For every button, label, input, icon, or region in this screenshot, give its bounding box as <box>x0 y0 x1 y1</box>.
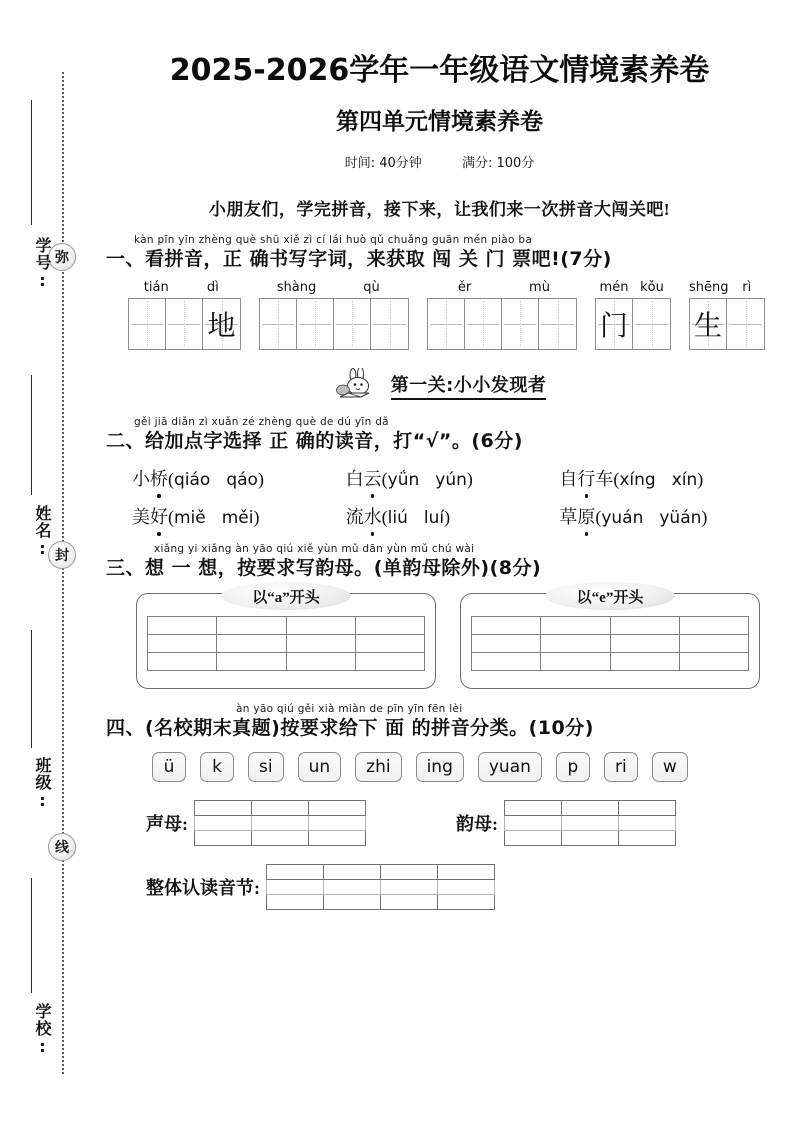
q1-group-pinyin <box>259 280 409 295</box>
q4-answer-row <box>146 800 366 846</box>
grid-cell[interactable] <box>505 815 562 830</box>
grid-cell[interactable] <box>562 830 619 845</box>
seal-badge-xian: 线 <box>48 833 76 861</box>
q2-paren-close: ) <box>697 468 704 489</box>
q1-group-pinyin <box>689 280 765 295</box>
grid-cell[interactable] <box>355 653 424 671</box>
q1-writing-boxes[interactable] <box>595 298 671 350</box>
q4-pinyin-chip[interactable]: ri <box>604 752 638 782</box>
q2-word-prefix: 小 <box>132 468 150 489</box>
grid-row <box>148 635 425 653</box>
grid-cell[interactable] <box>610 653 679 671</box>
q2-dotted-character: 水 <box>364 503 382 529</box>
q4-pinyin-chip[interactable]: w <box>652 752 688 782</box>
grid-row <box>267 879 495 894</box>
grid-cell[interactable] <box>217 635 286 653</box>
q3-panel-label: 以“a”开头 <box>221 582 351 610</box>
q2-paren-close: ) <box>466 468 473 489</box>
grid-cell[interactable] <box>267 894 324 909</box>
q1-group-pinyin <box>128 280 241 295</box>
q1-pinyin-syllable: dì <box>206 280 219 296</box>
q3-answer-grid[interactable] <box>147 616 425 671</box>
grid-cell[interactable] <box>217 617 286 635</box>
grid-cell[interactable] <box>505 800 562 815</box>
time-limit: 时间: 40分钟 <box>344 156 422 171</box>
rabbit-reading-icon <box>333 368 387 402</box>
grid-row <box>505 815 676 830</box>
grid-row <box>472 653 749 671</box>
q2-paren-close: ) <box>444 506 451 527</box>
q4-pinyin-chip[interactable]: k <box>200 752 234 782</box>
grid-cell[interactable] <box>252 800 309 815</box>
grid-cell[interactable] <box>252 830 309 845</box>
grid-cell[interactable] <box>472 617 541 635</box>
grid-cell[interactable] <box>619 815 676 830</box>
q1-empty-cell[interactable] <box>166 299 203 349</box>
q3-panel-label: 以“e”开头 <box>545 582 675 610</box>
exam-sheet <box>96 0 793 1122</box>
field-label-class: 班级: <box>33 757 52 811</box>
field-rule-school <box>31 878 32 993</box>
question-2 <box>106 416 773 528</box>
q4-pinyin-chip[interactable]: p <box>556 752 590 782</box>
grid-cell[interactable] <box>562 815 619 830</box>
grid-cell[interactable] <box>619 830 676 845</box>
page-subtitle: 第四单元情境素养卷 <box>336 109 543 135</box>
q2-choice-item[interactable] <box>559 465 773 491</box>
q2-option-a[interactable]: miě <box>174 507 206 528</box>
grid-cell[interactable] <box>324 879 381 894</box>
q2-dotted-character: 云 <box>364 465 382 491</box>
grid-cell[interactable] <box>541 617 610 635</box>
question-3 <box>106 543 773 689</box>
grid-cell[interactable] <box>355 617 424 635</box>
q4-answers-top <box>106 782 773 846</box>
grid-cell[interactable] <box>148 653 217 671</box>
field-label-school: 学校: <box>33 1003 52 1057</box>
grid-row <box>148 617 425 635</box>
q4-chip-row <box>152 752 773 782</box>
grid-cell[interactable] <box>472 653 541 671</box>
q2-word-prefix: 流 <box>345 506 364 527</box>
q2-word-suffix: 车 <box>595 468 614 489</box>
grid-row <box>195 830 366 845</box>
exam-meta <box>106 152 773 171</box>
q3-answer-panel[interactable] <box>460 589 760 689</box>
q4-answer-grid[interactable] <box>194 800 366 846</box>
grid-cell[interactable] <box>309 830 366 845</box>
q1-pinyin-syllable: tián <box>143 280 169 296</box>
q1-empty-cell[interactable] <box>539 299 576 349</box>
grid-cell[interactable] <box>286 617 355 635</box>
q2-title: 二、给加点字选择 正 确的读音，打“√”。(6分) <box>106 430 523 453</box>
q1-pinyin-syllable: ěr <box>457 280 472 296</box>
q2-paren-open: ( <box>613 468 620 489</box>
grid-cell[interactable] <box>267 864 324 879</box>
q1-word-group <box>689 280 765 350</box>
grid-cell[interactable] <box>148 617 217 635</box>
q2-dotted-character: 行 <box>577 465 595 491</box>
q2-option-b[interactable]: yún <box>435 469 467 490</box>
q1-grid-row <box>128 280 773 350</box>
q1-empty-cell[interactable] <box>129 299 166 349</box>
q2-word-prefix: 白 <box>345 468 364 489</box>
q1-group-pinyin <box>427 280 577 295</box>
q3-answer-grid[interactable] <box>471 616 749 671</box>
q2-paren-close: ) <box>701 506 708 527</box>
intro-text: 小朋友们，学完拼音，接下来，让我们来一次拼音大闯关吧! <box>208 200 671 219</box>
q1-empty-cell[interactable] <box>633 299 670 349</box>
q3-title: 三、想 一 想，按要求写韵母。(单韵母除外)(8分) <box>106 556 542 579</box>
question-4 <box>106 703 773 909</box>
q2-paren-open: ( <box>381 506 388 527</box>
grid-cell[interactable] <box>438 879 495 894</box>
q2-option-b[interactable]: qáo <box>226 469 258 490</box>
q2-option-b[interactable]: yüán <box>659 507 702 528</box>
seal-dotted-line <box>62 72 64 1074</box>
seal-badge-feng: 封 <box>48 541 76 569</box>
q1-writing-boxes[interactable] <box>259 298 409 350</box>
q1-word-group <box>427 280 577 350</box>
q2-word-prefix: 自 <box>559 468 578 489</box>
q4-pinyin-chip[interactable]: ü <box>152 752 186 782</box>
q2-choice-item[interactable] <box>346 465 560 491</box>
q2-choice-item[interactable] <box>132 503 346 529</box>
grid-cell[interactable] <box>562 800 619 815</box>
q2-paren-close: ) <box>257 468 264 489</box>
field-rule-student-id <box>31 100 32 225</box>
q4-answer-label: 声母: <box>146 813 188 834</box>
q1-empty-cell[interactable] <box>260 299 297 349</box>
question-1 <box>106 234 773 350</box>
grid-cell[interactable] <box>438 864 495 879</box>
q2-option-b[interactable]: měi <box>221 507 254 528</box>
q2-choice-item[interactable] <box>346 503 560 529</box>
q1-pinyin-syllable: mù <box>529 280 550 296</box>
grid-row <box>195 800 366 815</box>
q2-paren-close: ) <box>253 506 260 527</box>
grid-cell[interactable] <box>541 635 610 653</box>
grid-row <box>505 800 676 815</box>
grid-cell[interactable] <box>195 815 252 830</box>
q2-choice-item[interactable] <box>559 503 773 529</box>
q4-answers-bottom <box>106 864 773 910</box>
q1-empty-cell[interactable] <box>297 299 334 349</box>
q1-writing-boxes[interactable] <box>128 298 241 350</box>
grid-cell[interactable] <box>309 800 366 815</box>
grid-cell[interactable] <box>541 653 610 671</box>
grid-cell[interactable] <box>195 830 252 845</box>
grid-cell[interactable] <box>472 635 541 653</box>
q4-pinyin-hint: àn yāo qiú gěi xià miàn de pīn yīn fēn lèi <box>236 703 463 716</box>
grid-cell[interactable] <box>610 635 679 653</box>
q2-choice-row <box>132 465 773 491</box>
q1-writing-boxes[interactable] <box>427 298 577 350</box>
grid-row <box>267 894 495 909</box>
level-1-banner <box>106 368 773 402</box>
q4-answer-grid[interactable] <box>504 800 676 846</box>
q2-option-a[interactable]: qiáo <box>174 469 211 490</box>
grid-row <box>195 815 366 830</box>
q1-pinyin-syllable: mén <box>599 280 629 296</box>
q1-cell-glyph: 生 <box>693 311 722 343</box>
q4-title: 四、(名校期末真题)按要求给下 面 的拼音分类。(10分) <box>106 717 594 740</box>
grid-cell[interactable] <box>381 864 438 879</box>
grid-cell[interactable] <box>217 653 286 671</box>
grid-cell[interactable] <box>679 617 748 635</box>
grid-cell[interactable] <box>324 864 381 879</box>
field-rule-name <box>31 375 32 495</box>
q4-answer-row <box>456 800 676 846</box>
grid-cell[interactable] <box>324 894 381 909</box>
q4-pinyin-chip[interactable]: si <box>248 752 284 782</box>
q1-empty-cell[interactable] <box>334 299 371 349</box>
q1-group-pinyin <box>595 280 671 295</box>
grid-cell[interactable] <box>286 635 355 653</box>
grid-cell[interactable] <box>195 800 252 815</box>
total-score: 满分: 100分 <box>461 156 535 171</box>
q3-panel-row <box>136 589 773 689</box>
q1-filled-cell[interactable] <box>690 299 727 349</box>
grid-cell[interactable] <box>267 879 324 894</box>
grid-cell[interactable] <box>381 879 438 894</box>
grid-row <box>148 653 425 671</box>
q1-pinyin-hint: kàn pīn yīn zhèng què shū xiě zì cí lái huò qǔ chuǎng guān mén piào ba <box>134 234 533 246</box>
grid-row <box>472 617 749 635</box>
q1-empty-cell[interactable] <box>727 299 764 349</box>
q1-empty-cell[interactable] <box>371 299 408 349</box>
q1-pinyin-syllable: shàng <box>276 280 317 296</box>
q3-pinyin-hint: xiǎng yi xiǎng àn yāo qiú xiě yùn mǔ dān yùn mǔ chú wài <box>154 542 475 555</box>
q2-option-a[interactable]: xíng <box>619 469 656 490</box>
q2-items <box>106 465 773 529</box>
q2-word-prefix: 美 <box>132 506 150 527</box>
q2-paren-open: ( <box>168 468 174 489</box>
q4-answer-grid[interactable] <box>266 864 495 910</box>
seal-badge-mi: 弥 <box>48 243 76 271</box>
q4-answer-label: 整体认读音节: <box>146 877 260 898</box>
q1-word-group <box>128 280 241 350</box>
field-label-student-id: 学号: <box>33 237 52 291</box>
q2-option-a[interactable]: yǘn <box>387 469 420 490</box>
q1-filled-cell[interactable] <box>203 299 240 349</box>
q1-filled-cell[interactable] <box>596 299 633 349</box>
q2-choice-row <box>132 503 773 529</box>
q2-dotted-character: 原 <box>577 503 595 529</box>
field-rule-class <box>31 630 32 748</box>
q2-dotted-character: 桥 <box>150 465 168 491</box>
grid-cell[interactable] <box>252 815 309 830</box>
q3-answer-panel[interactable] <box>136 589 436 689</box>
grid-cell[interactable] <box>619 800 676 815</box>
q4-answer-row <box>146 864 773 910</box>
q4-pinyin-chip[interactable]: yuan <box>478 752 542 782</box>
grid-cell[interactable] <box>148 635 217 653</box>
q2-option-b[interactable]: xín <box>671 469 698 490</box>
grid-cell[interactable] <box>610 617 679 635</box>
grid-cell[interactable] <box>355 635 424 653</box>
q1-title: 一、看拼音，正 确书写字词，来获取 闯 关 门 票吧!(7分) <box>106 248 612 270</box>
field-label-name: 姓名: <box>33 505 52 559</box>
grid-cell[interactable] <box>679 635 748 653</box>
grid-cell[interactable] <box>286 653 355 671</box>
q1-cell-glyph: 地 <box>207 311 236 343</box>
q2-pinyin-hint: gěi jiā diǎn zì xuǎn zé zhèng què de dú yīn dǎ <box>134 416 389 429</box>
q1-empty-cell[interactable] <box>465 299 502 349</box>
grid-cell[interactable] <box>505 830 562 845</box>
q4-pinyin-chip[interactable]: ing <box>416 752 464 782</box>
q2-option-b[interactable]: luí <box>423 507 445 528</box>
grid-row <box>505 830 676 845</box>
q4-answer-label: 韵母: <box>456 813 498 834</box>
q1-pinyin-syllable: shēng <box>689 280 729 296</box>
grid-row <box>267 864 495 879</box>
grid-row <box>472 635 749 653</box>
q1-word-group <box>595 280 671 350</box>
q1-pinyin-syllable: qù <box>363 280 380 296</box>
q1-empty-cell[interactable] <box>428 299 465 349</box>
grid-cell[interactable] <box>309 815 366 830</box>
q2-option-a[interactable]: yuán <box>601 507 644 528</box>
q1-writing-boxes[interactable] <box>689 298 765 350</box>
q1-cell-glyph: 门 <box>599 311 628 343</box>
q1-word-group <box>259 280 409 350</box>
q4-pinyin-chip[interactable]: un <box>298 752 342 782</box>
q1-pinyin-syllable: kǒu <box>640 280 664 296</box>
q1-empty-cell[interactable] <box>502 299 539 349</box>
q2-paren-open: ( <box>595 506 602 527</box>
q2-word-prefix: 草 <box>559 506 578 527</box>
q2-option-a[interactable]: liú <box>387 507 408 528</box>
q2-choice-item[interactable] <box>132 465 346 491</box>
grid-cell[interactable] <box>679 653 748 671</box>
q2-paren-open: ( <box>168 506 174 527</box>
level-1-title: 第一关:小小发现者 <box>391 371 547 400</box>
grid-cell[interactable] <box>381 894 438 909</box>
grid-cell[interactable] <box>438 894 495 909</box>
page-title: 2025-2026学年一年级语文情境素养卷 <box>169 53 710 88</box>
q2-dotted-character: 好 <box>150 503 168 529</box>
q2-paren-open: ( <box>381 468 388 489</box>
seal-margin <box>0 0 96 1122</box>
q1-pinyin-syllable: rì <box>742 280 752 296</box>
q4-pinyin-chip[interactable]: zhi <box>355 752 401 782</box>
